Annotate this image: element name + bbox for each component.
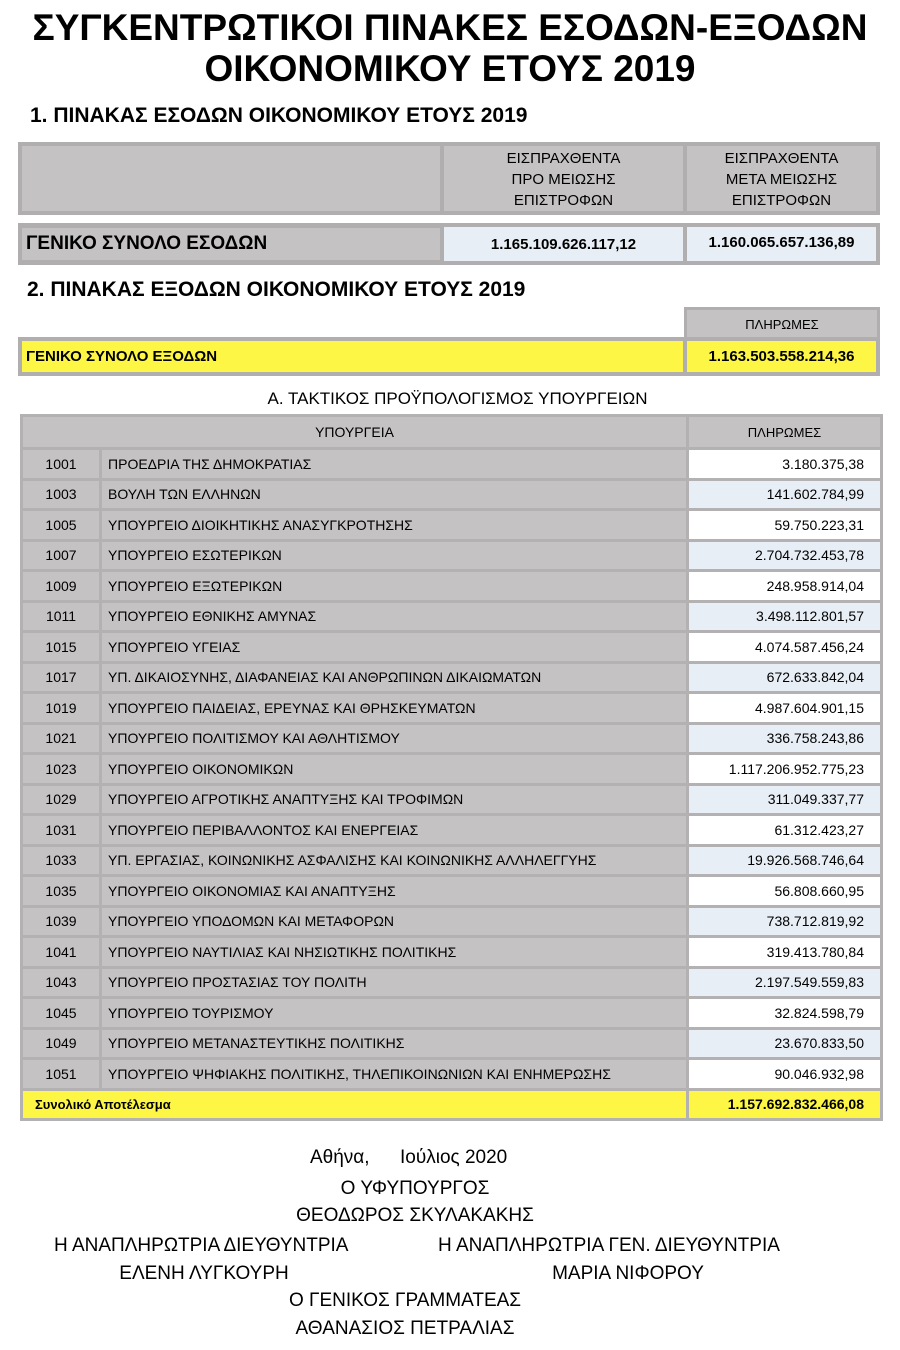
ministry-name: ΥΠΟΥΡΓΕΙΟ ΜΕΤΑΝΑΣΤΕΥΤΙΚΗΣ ΠΟΛΙΤΙΚΗΣ [102, 1030, 686, 1058]
ministry-name: ΥΠΟΥΡΓΕΙΟ ΕΘΝΙΚΗΣ ΑΜΥΝΑΣ [102, 603, 686, 631]
ministry-name: ΥΠΟΥΡΓΕΙΟ ΨΗΦΙΑΚΗΣ ΠΟΛΙΤΙΚΗΣ, ΤΗΛΕΠΙΚΟΙΝΩΝΙΩΝ ΚΑΙ ΕΝΗΜΕΡΩΣΗΣ [102, 1060, 686, 1088]
ministry-code: 1035 [23, 877, 99, 905]
table-row [23, 603, 880, 631]
ministry-payments: 248.958.914,04 [689, 572, 880, 600]
col-text: ΜΕΤΑ ΜΕΙΩΣΗΣ [725, 171, 838, 188]
ministry-name: ΥΠΟΥΡΓΕΙΟ ΠΑΙΔΕΙΑΣ, ΕΡΕΥΝΑΣ ΚΑΙ ΘΡΗΣΚΕΥΜΑΤΩΝ [102, 694, 686, 722]
footer-date: Ιούλιος 2020 [400, 1147, 508, 1168]
ministry-payments: 141.602.784,99 [689, 481, 880, 509]
payments-label: ΠΛΗΡΩΜΕΣ [687, 310, 877, 339]
ministry-payments: 56.808.660,95 [689, 877, 880, 905]
ministry-code: 1011 [23, 603, 99, 631]
ministries-table [20, 414, 883, 1121]
document-title-line1: ΣΥΓΚΕΝΤΡΩΤΙΚΟΙ ΠΙΝΑΚΕΣ ΕΣΟΔΩΝ-ΕΞΟΔΩΝ [32, 7, 868, 48]
left-signatory-title: Η ΑΝΑΠΛΗΡΩΤΡΙΑ ΔΙΕΥΘΥΝΤΡΙΑ [54, 1235, 349, 1256]
ministry-name: ΥΠΟΥΡΓΕΙΟ ΑΓΡΟΤΙΚΗΣ ΑΝΑΠΤΥΞΗΣ ΚΑΙ ΤΡΟΦΙΜΩΝ [102, 786, 686, 814]
ministry-code: 1019 [23, 694, 99, 722]
table-row [23, 755, 880, 783]
table-row [23, 786, 880, 814]
ministry-name: ΥΠΟΥΡΓΕΙΟ ΤΟΥΡΙΣΜΟΥ [102, 999, 686, 1027]
ministry-name: ΥΠΟΥΡΓΕΙΟ ΟΙΚΟΝΟΜΙΚΩΝ [102, 755, 686, 783]
ministry-name: ΥΠΟΥΡΓΕΙΟ ΔΙΟΙΚΗΤΙΚΗΣ ΑΝΑΣΥΓΚΡΟΤΗΣΗΣ [102, 511, 686, 539]
table-row [23, 1060, 880, 1088]
ministry-payments: 319.413.780,84 [689, 938, 880, 966]
right-signatory-title: Η ΑΝΑΠΛΗΡΩΤΡΙΑ ΓΕΝ. ΔΙΕΥΘΥΝΤΡΙΑ [438, 1235, 780, 1256]
table-row [23, 938, 880, 966]
col-text: ΕΙΣΠΡΑΧΘΕΝΤΑ [506, 150, 621, 167]
ministry-payments: 90.046.932,98 [689, 1060, 880, 1088]
ministry-payments: 4.074.587.456,24 [689, 633, 880, 661]
expenses-payments-header [684, 307, 880, 339]
revenue-heading: 1. ΠΙΝΑΚΑΣ ΕΣΟΔΩΝ ΟΙΚΟΝΟΜΙΚΟΥ ΕΤΟΥΣ 2019 [30, 104, 528, 127]
table-row [23, 847, 880, 875]
expenses-heading: 2. ΠΙΝΑΚΑΣ ΕΞΟΔΩΝ ΟΙΚΟΝΟΜΙΚΟΥ ΕΤΟΥΣ 2019 [27, 278, 526, 301]
ministry-code: 1023 [23, 755, 99, 783]
ministry-code: 1029 [23, 786, 99, 814]
ministry-name: ΥΠΟΥΡΓΕΙΟ ΥΓΕΙΑΣ [102, 633, 686, 661]
ministry-code: 1031 [23, 816, 99, 844]
ministries-subtitle: Α. ΤΑΚΤΙΚΟΣ ΠΡΟΫΠΟΛΟΓΙΣΜΟΣ ΥΠΟΥΡΓΕΙΩΝ [267, 389, 648, 408]
table-row [23, 1030, 880, 1058]
ministry-name: ΥΠΟΥΡΓΕΙΟ ΠΟΛΙΤΙΣΜΟΥ ΚΑΙ ΑΘΛΗΤΙΣΜΟΥ [102, 725, 686, 753]
ministry-payments: 311.049.337,77 [689, 786, 880, 814]
secretary-general-title: Ο ΓΕΝΙΚΟΣ ΓΡΑΜΜΑΤΕΑΣ [288, 1290, 522, 1311]
document-title-line2: ΟΙΚΟΝΟΜΙΚΟΥ ΕΤΟΥΣ 2019 [204, 48, 696, 89]
deputy-title: Ο ΥΦΥΠΟΥΡΓΟΣ [340, 1178, 490, 1199]
table-row [23, 481, 880, 509]
ministry-payments: 2.197.549.559,83 [689, 969, 880, 997]
ministry-name: ΒΟΥΛΗ ΤΩΝ ΕΛΛΗΝΩΝ [102, 481, 686, 509]
ministry-code: 1021 [23, 725, 99, 753]
ministry-payments: 61.312.423,27 [689, 816, 880, 844]
table-row [23, 450, 880, 478]
revenue-total-row [18, 223, 880, 265]
ministry-payments: 336.758.243,86 [689, 725, 880, 753]
table-row [23, 725, 880, 753]
table-row [23, 511, 880, 539]
ministry-name: ΥΠ. ΔΙΚΑΙΟΣΥΝΗΣ, ΔΙΑΦΑΝΕΙΑΣ ΚΑΙ ΑΝΘΡΩΠΙΝΩΝ ΔΙΚΑΙΩΜΑΤΩΝ [102, 664, 686, 692]
ministry-payments: 59.750.223,31 [689, 511, 880, 539]
table-row [23, 969, 880, 997]
ministry-code: 1001 [23, 450, 99, 478]
ministry-code: 1039 [23, 908, 99, 936]
ministry-payments: 672.633.842,04 [689, 664, 880, 692]
deputy-name: ΘΕΟΔΩΡΟΣ ΣΚΥΛΑΚΑΚΗΣ [296, 1205, 534, 1226]
ministry-code: 1009 [23, 572, 99, 600]
ministry-name: ΥΠΟΥΡΓΕΙΟ ΥΠΟΔΟΜΩΝ ΚΑΙ ΜΕΤΑΦΟΡΩΝ [102, 908, 686, 936]
ministry-payments: 2.704.732.453,78 [689, 542, 880, 570]
col-text: ΕΙΣΠΡΑΧΘΕΝΤΑ [724, 150, 839, 167]
ministry-code: 1051 [23, 1060, 99, 1088]
ministry-payments: 19.926.568.746,64 [689, 847, 880, 875]
expenses-total-value: 1.163.503.558.214,36 [687, 341, 876, 372]
table-total-row [23, 1091, 880, 1119]
ministry-code: 1043 [23, 969, 99, 997]
table-row [23, 633, 880, 661]
table-row [23, 908, 880, 936]
col-after-refunds [687, 146, 876, 211]
expenses-total-label: ΓΕΝΙΚΟ ΣΥΝΟΛΟ ΕΞΟΔΩΝ [22, 341, 683, 372]
table-row [23, 694, 880, 722]
revenue-header [18, 142, 880, 215]
ministry-code: 1007 [23, 542, 99, 570]
ministry-name: ΠΡΟΕΔΡΙΑ ΤΗΣ ΔΗΜΟΚΡΑΤΙΑΣ [102, 450, 686, 478]
ministry-name: ΥΠΟΥΡΓΕΙΟ ΠΡΟΣΤΑΣΙΑΣ ΤΟΥ ΠΟΛΙΤΗ [102, 969, 686, 997]
ministry-code: 1017 [23, 664, 99, 692]
total-label: Συνολικό Αποτέλεσμα [23, 1091, 686, 1119]
revenue-total-label: ΓΕΝΙΚΟ ΣΥΝΟΛΟ ΕΣΟΔΩΝ [22, 228, 440, 260]
table-row [23, 816, 880, 844]
ministry-code: 1015 [23, 633, 99, 661]
secretary-general-name: ΑΘΑΝΑΣΙΟΣ ΠΕΤΡΑΛΙΑΣ [295, 1318, 515, 1339]
table-row [23, 664, 880, 692]
table-row [23, 999, 880, 1027]
table-row [23, 572, 880, 600]
col-text: ΕΠΙΣΤΡΟΦΩΝ [731, 192, 832, 209]
table-row [23, 877, 880, 905]
ministry-payments: 738.712.819,92 [689, 908, 880, 936]
revenue-total-before: 1.165.109.626.117,12 [444, 227, 683, 261]
ministry-name: ΥΠ. ΕΡΓΑΣΙΑΣ, ΚΟΙΝΩΝΙΚΗΣ ΑΣΦΑΛΙΣΗΣ ΚΑΙ ΚΟΙΝΩΝΙΚΗΣ ΑΛΛΗΛΕΓΓΥΗΣ [102, 847, 686, 875]
total-value: 1.157.692.832.466,08 [689, 1091, 880, 1119]
col-before-refunds [444, 146, 683, 211]
col-payments: ΠΛΗΡΩΜΕΣ [689, 417, 880, 447]
ministry-name: ΥΠΟΥΡΓΕΙΟ ΕΞΩΤΕΡΙΚΩΝ [102, 572, 686, 600]
ministry-payments: 4.987.604.901,15 [689, 694, 880, 722]
ministry-payments: 3.498.112.801,57 [689, 603, 880, 631]
left-signatory-name: ΕΛΕΝΗ ΛΥΓΚΟΥΡΗ [119, 1263, 289, 1284]
footer-place: Αθήνα, [310, 1147, 370, 1168]
ministry-code: 1041 [23, 938, 99, 966]
ministry-name: ΥΠΟΥΡΓΕΙΟ ΟΙΚΟΝΟΜΙΑΣ ΚΑΙ ΑΝΑΠΤΥΞΗΣ [102, 877, 686, 905]
ministry-payments: 1.117.206.952.775,23 [689, 755, 880, 783]
ministry-name: ΥΠΟΥΡΓΕΙΟ ΝΑΥΤΙΛΙΑΣ ΚΑΙ ΝΗΣΙΩΤΙΚΗΣ ΠΟΛΙΤΙΚΗΣ [102, 938, 686, 966]
revenue-total-after: 1.160.065.657.136,89 [687, 227, 876, 261]
ministry-payments: 23.670.833,50 [689, 1030, 880, 1058]
ministry-payments: 3.180.375,38 [689, 450, 880, 478]
ministry-code: 1049 [23, 1030, 99, 1058]
col-text: ΕΠΙΣΤΡΟΦΩΝ [513, 192, 614, 209]
expenses-total-row [18, 337, 880, 376]
table-row [23, 542, 880, 570]
ministry-name: ΥΠΟΥΡΓΕΙΟ ΠΕΡΙΒΑΛΛΟΝΤΟΣ ΚΑΙ ΕΝΕΡΓΕΙΑΣ [102, 816, 686, 844]
table-header-row [23, 417, 880, 447]
ministry-payments: 32.824.598,79 [689, 999, 880, 1027]
ministry-code: 1003 [23, 481, 99, 509]
ministry-code: 1045 [23, 999, 99, 1027]
col-text: ΠΡΟ ΜΕΙΩΣΗΣ [511, 171, 616, 188]
ministry-code: 1005 [23, 511, 99, 539]
right-signatory-name: ΜΑΡΙΑ ΝΙΦΟΡΟΥ [552, 1263, 704, 1284]
ministry-name: ΥΠΟΥΡΓΕΙΟ ΕΣΩΤΕΡΙΚΩΝ [102, 542, 686, 570]
col-ministries: ΥΠΟΥΡΓΕΙΑ [23, 417, 686, 447]
ministry-code: 1033 [23, 847, 99, 875]
